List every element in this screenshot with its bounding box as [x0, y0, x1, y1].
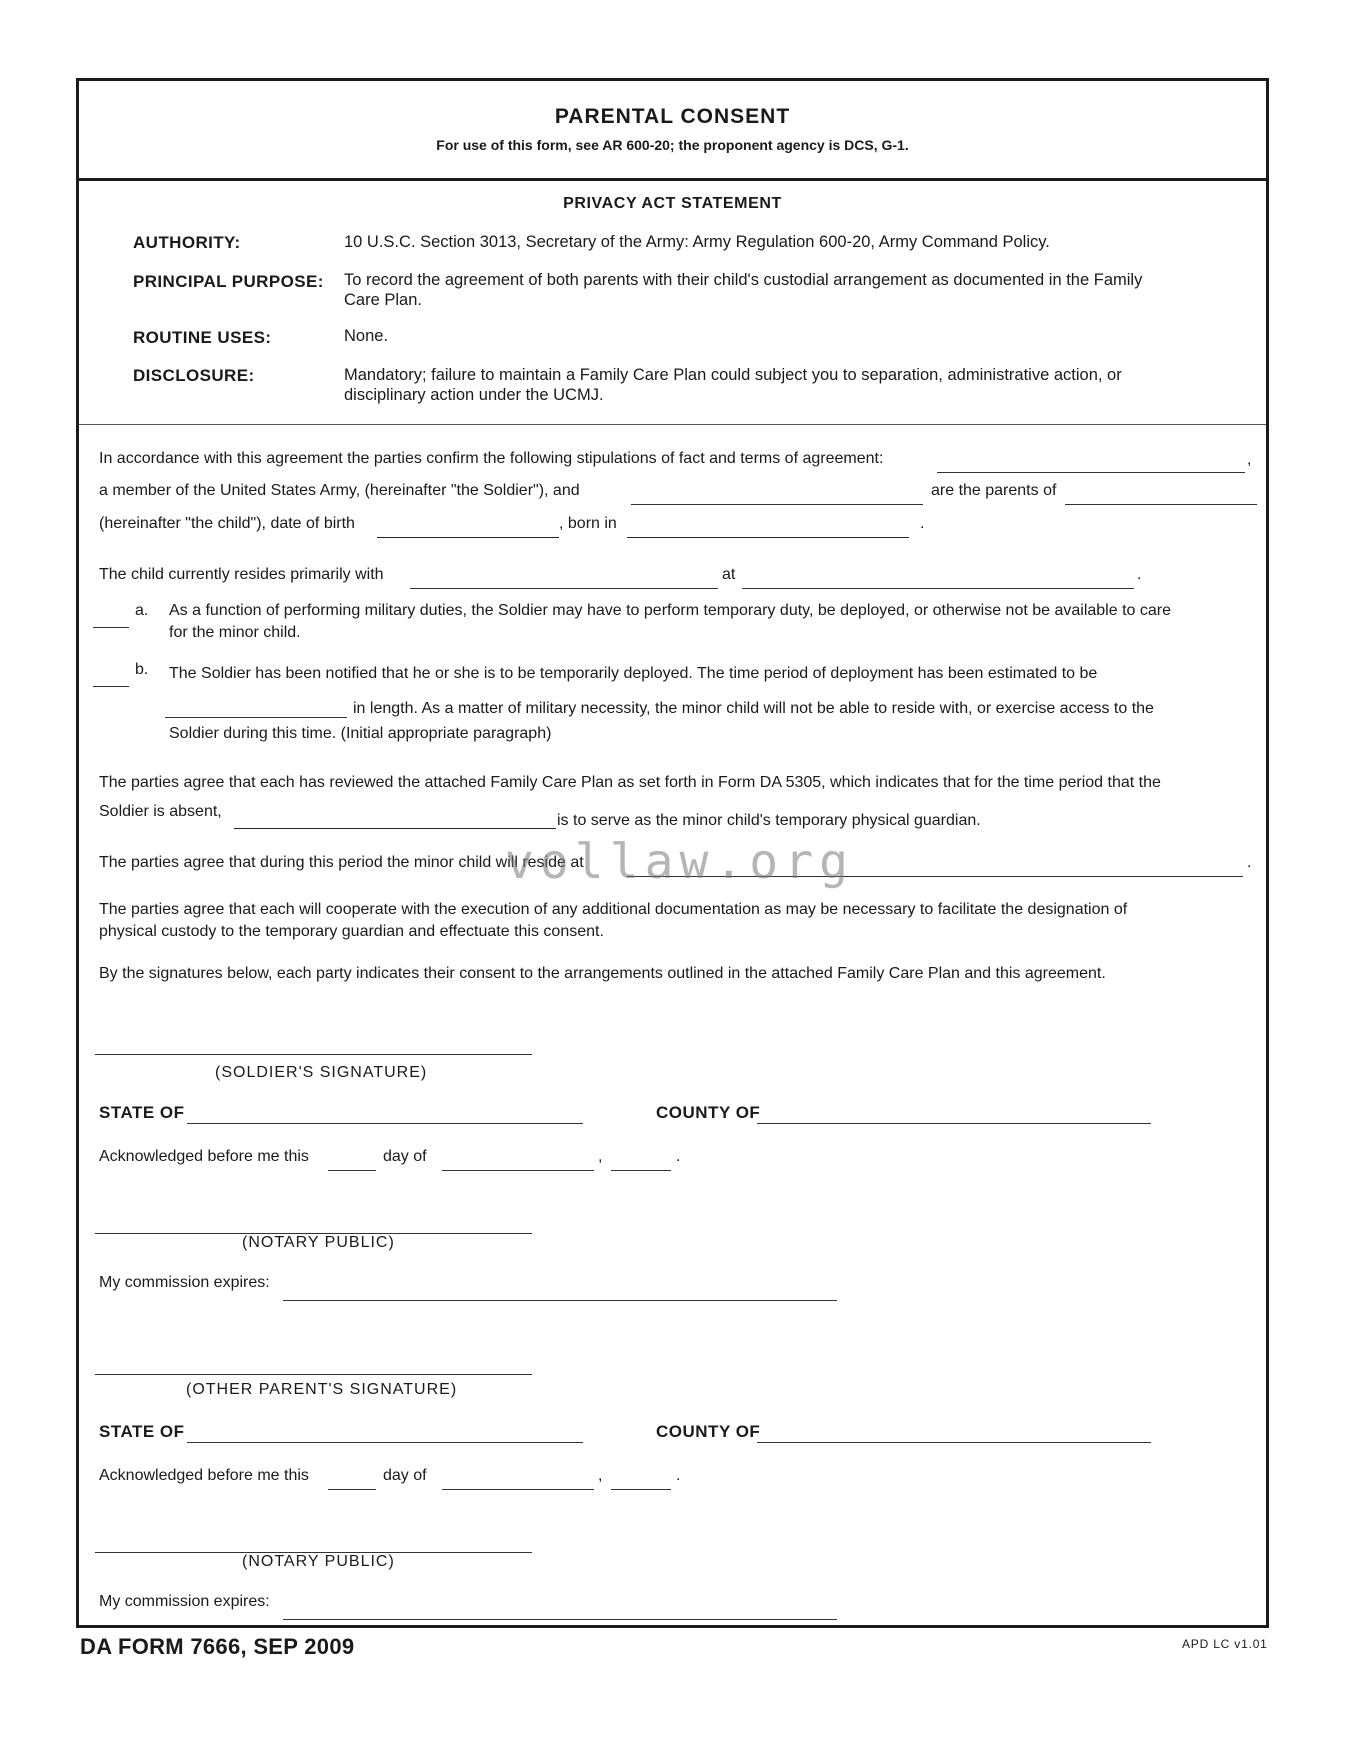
day-of-text-2: day of	[383, 1467, 427, 1484]
review-text-1: The parties agree that each has reviewed the attached Family Care Plan as set forth in Form DA 5305, which indicates that for the time period that the	[99, 774, 1161, 791]
county-of-label-2: COUNTY OF	[656, 1422, 761, 1441]
ack-text-1: Acknowledged before me this	[99, 1148, 309, 1165]
county-field-2[interactable]	[757, 1442, 1151, 1443]
reside-at-text: The parties agree that during this period the minor child will reside at	[99, 854, 584, 871]
other-parent-signature-label: (OTHER PARENT'S SIGNATURE)	[186, 1381, 458, 1398]
form-title: PARENTAL CONSENT	[554, 105, 791, 128]
born-in-text: , born in	[559, 515, 617, 532]
authority-text: 10 U.S.C. Section 3013, Secretary of the Army: Army Regulation 600-20, Army Command Policy.	[344, 233, 1050, 251]
review-text-2: Soldier is absent,	[99, 803, 222, 820]
privacy-divider	[79, 424, 1266, 425]
resides-at-text: at	[722, 566, 736, 583]
disclosure-text-2: disciplinary action under the UCMJ.	[344, 386, 604, 404]
guardian-name-field[interactable]	[234, 828, 556, 829]
resides-with-field[interactable]	[410, 588, 718, 589]
commission-field-2[interactable]	[283, 1619, 837, 1620]
header-divider	[79, 178, 1266, 181]
resides-text: The child currently resides primarily with	[99, 566, 384, 583]
item-a-marker: a.	[135, 602, 149, 619]
purpose-text-2: Care Plan.	[344, 291, 422, 309]
ack-comma-1: ,	[598, 1148, 603, 1165]
commission-field-1[interactable]	[283, 1300, 837, 1301]
notary-label-1: (NOTARY PUBLIC)	[242, 1234, 395, 1251]
item-b-text-1: The Soldier has been notified that he or she is to be temporarily deployed. The time period of deployment has been estimated to be	[169, 665, 1098, 682]
item-b-marker: b.	[135, 661, 149, 678]
form-id: DA FORM 7666, SEP 2009	[80, 1634, 355, 1659]
member-text: a member of the United States Army, (hereinafter "the Soldier"), and	[99, 482, 580, 499]
day-of-text-1: day of	[383, 1148, 427, 1165]
privacy-heading: PRIVACY ACT STATEMENT	[563, 195, 782, 212]
commission-text-2: My commission expires:	[99, 1593, 270, 1610]
date-of-birth-field[interactable]	[377, 537, 559, 538]
watermark: vollaw.org	[505, 834, 854, 890]
county-field-1[interactable]	[757, 1123, 1151, 1124]
item-b-text-2: in length. As a matter of military necessity, the minor child will not be able to reside with, or exercise access to the	[353, 700, 1154, 717]
purpose-label: PRINCIPAL PURPOSE:	[133, 272, 324, 291]
cooperate-text-1: The parties agree that each will cooperate with the execution of any additional documentation as may be necessary to facilitate the designation of	[99, 901, 1128, 918]
soldier-signature-label: (SOLDIER'S SIGNATURE)	[215, 1064, 428, 1081]
soldier-signature-line[interactable]	[95, 1054, 532, 1055]
signatures-intro: By the signatures below, each party indicates their consent to the arrangements outlined in the attached Family Care Plan and this agreement.	[99, 965, 1106, 982]
authority-label: AUTHORITY:	[133, 233, 241, 252]
ack-month-field-2[interactable]	[442, 1489, 594, 1490]
item-a-text-2: for the minor child.	[169, 624, 301, 641]
intro-comma: ,	[1247, 451, 1252, 468]
child-text: (hereinafter "the child"), date of birth	[99, 515, 355, 532]
notary-label-2: (NOTARY PUBLIC)	[242, 1553, 395, 1570]
cooperate-text-2: physical custody to the temporary guardian and effectuate this consent.	[99, 923, 604, 940]
deployment-length-field[interactable]	[165, 717, 347, 718]
ack-month-field-1[interactable]	[442, 1170, 594, 1171]
soldier-name-field[interactable]	[937, 472, 1245, 473]
form-subtitle: For use of this form, see AR 600-20; the proponent agency is DCS, G-1.	[436, 137, 909, 153]
parents-of-text: are the parents of	[931, 482, 1057, 499]
residence-address-field[interactable]	[742, 588, 1134, 589]
county-of-label-1: COUNTY OF	[656, 1103, 761, 1122]
other-parent-signature-line[interactable]	[95, 1374, 532, 1375]
intro-text: In accordance with this agreement the parties confirm the following stipulations of fact and terms of agreement:	[99, 450, 884, 467]
ack-day-field-2[interactable]	[328, 1489, 376, 1490]
item-a-text-1: As a function of performing military duties, the Soldier may have to perform temporary duty, be deployed, or otherwise not be available to care	[169, 602, 1171, 619]
routine-label: ROUTINE USES:	[133, 328, 272, 347]
routine-text: None.	[344, 327, 389, 345]
initial-b-field[interactable]	[93, 686, 129, 687]
purpose-text-1: To record the agreement of both parents with their child's custodial arrangement as documented in the Family	[344, 271, 1143, 289]
reside-at-period: .	[1247, 854, 1252, 871]
state-of-label-1: STATE OF	[99, 1103, 185, 1122]
commission-text-1: My commission expires:	[99, 1274, 270, 1291]
review-text-3: is to serve as the minor child's temporary physical guardian.	[557, 812, 981, 829]
birthplace-field[interactable]	[627, 537, 909, 538]
ack-text-2: Acknowledged before me this	[99, 1467, 309, 1484]
initial-a-field[interactable]	[93, 627, 129, 628]
other-parent-name-field[interactable]	[631, 504, 923, 505]
item-b-text-3: Soldier during this time. (Initial appropriate paragraph)	[169, 725, 552, 742]
resides-period: .	[1137, 566, 1142, 583]
form-version: APD LC v1.01	[1182, 1637, 1268, 1651]
ack-period-2: .	[676, 1467, 681, 1484]
child-name-field[interactable]	[1065, 504, 1257, 505]
ack-period-1: .	[676, 1148, 681, 1165]
born-period: .	[920, 515, 925, 532]
ack-day-field-1[interactable]	[328, 1170, 376, 1171]
ack-year-field-2[interactable]	[611, 1489, 671, 1490]
state-of-label-2: STATE OF	[99, 1422, 185, 1441]
disclosure-text-1: Mandatory; failure to maintain a Family Care Plan could subject you to separation, administrative action, or	[344, 366, 1122, 384]
ack-year-field-1[interactable]	[611, 1170, 671, 1171]
disclosure-label: DISCLOSURE:	[133, 366, 255, 385]
state-field-1[interactable]	[187, 1123, 583, 1124]
state-field-2[interactable]	[187, 1442, 583, 1443]
ack-comma-2: ,	[598, 1467, 603, 1484]
